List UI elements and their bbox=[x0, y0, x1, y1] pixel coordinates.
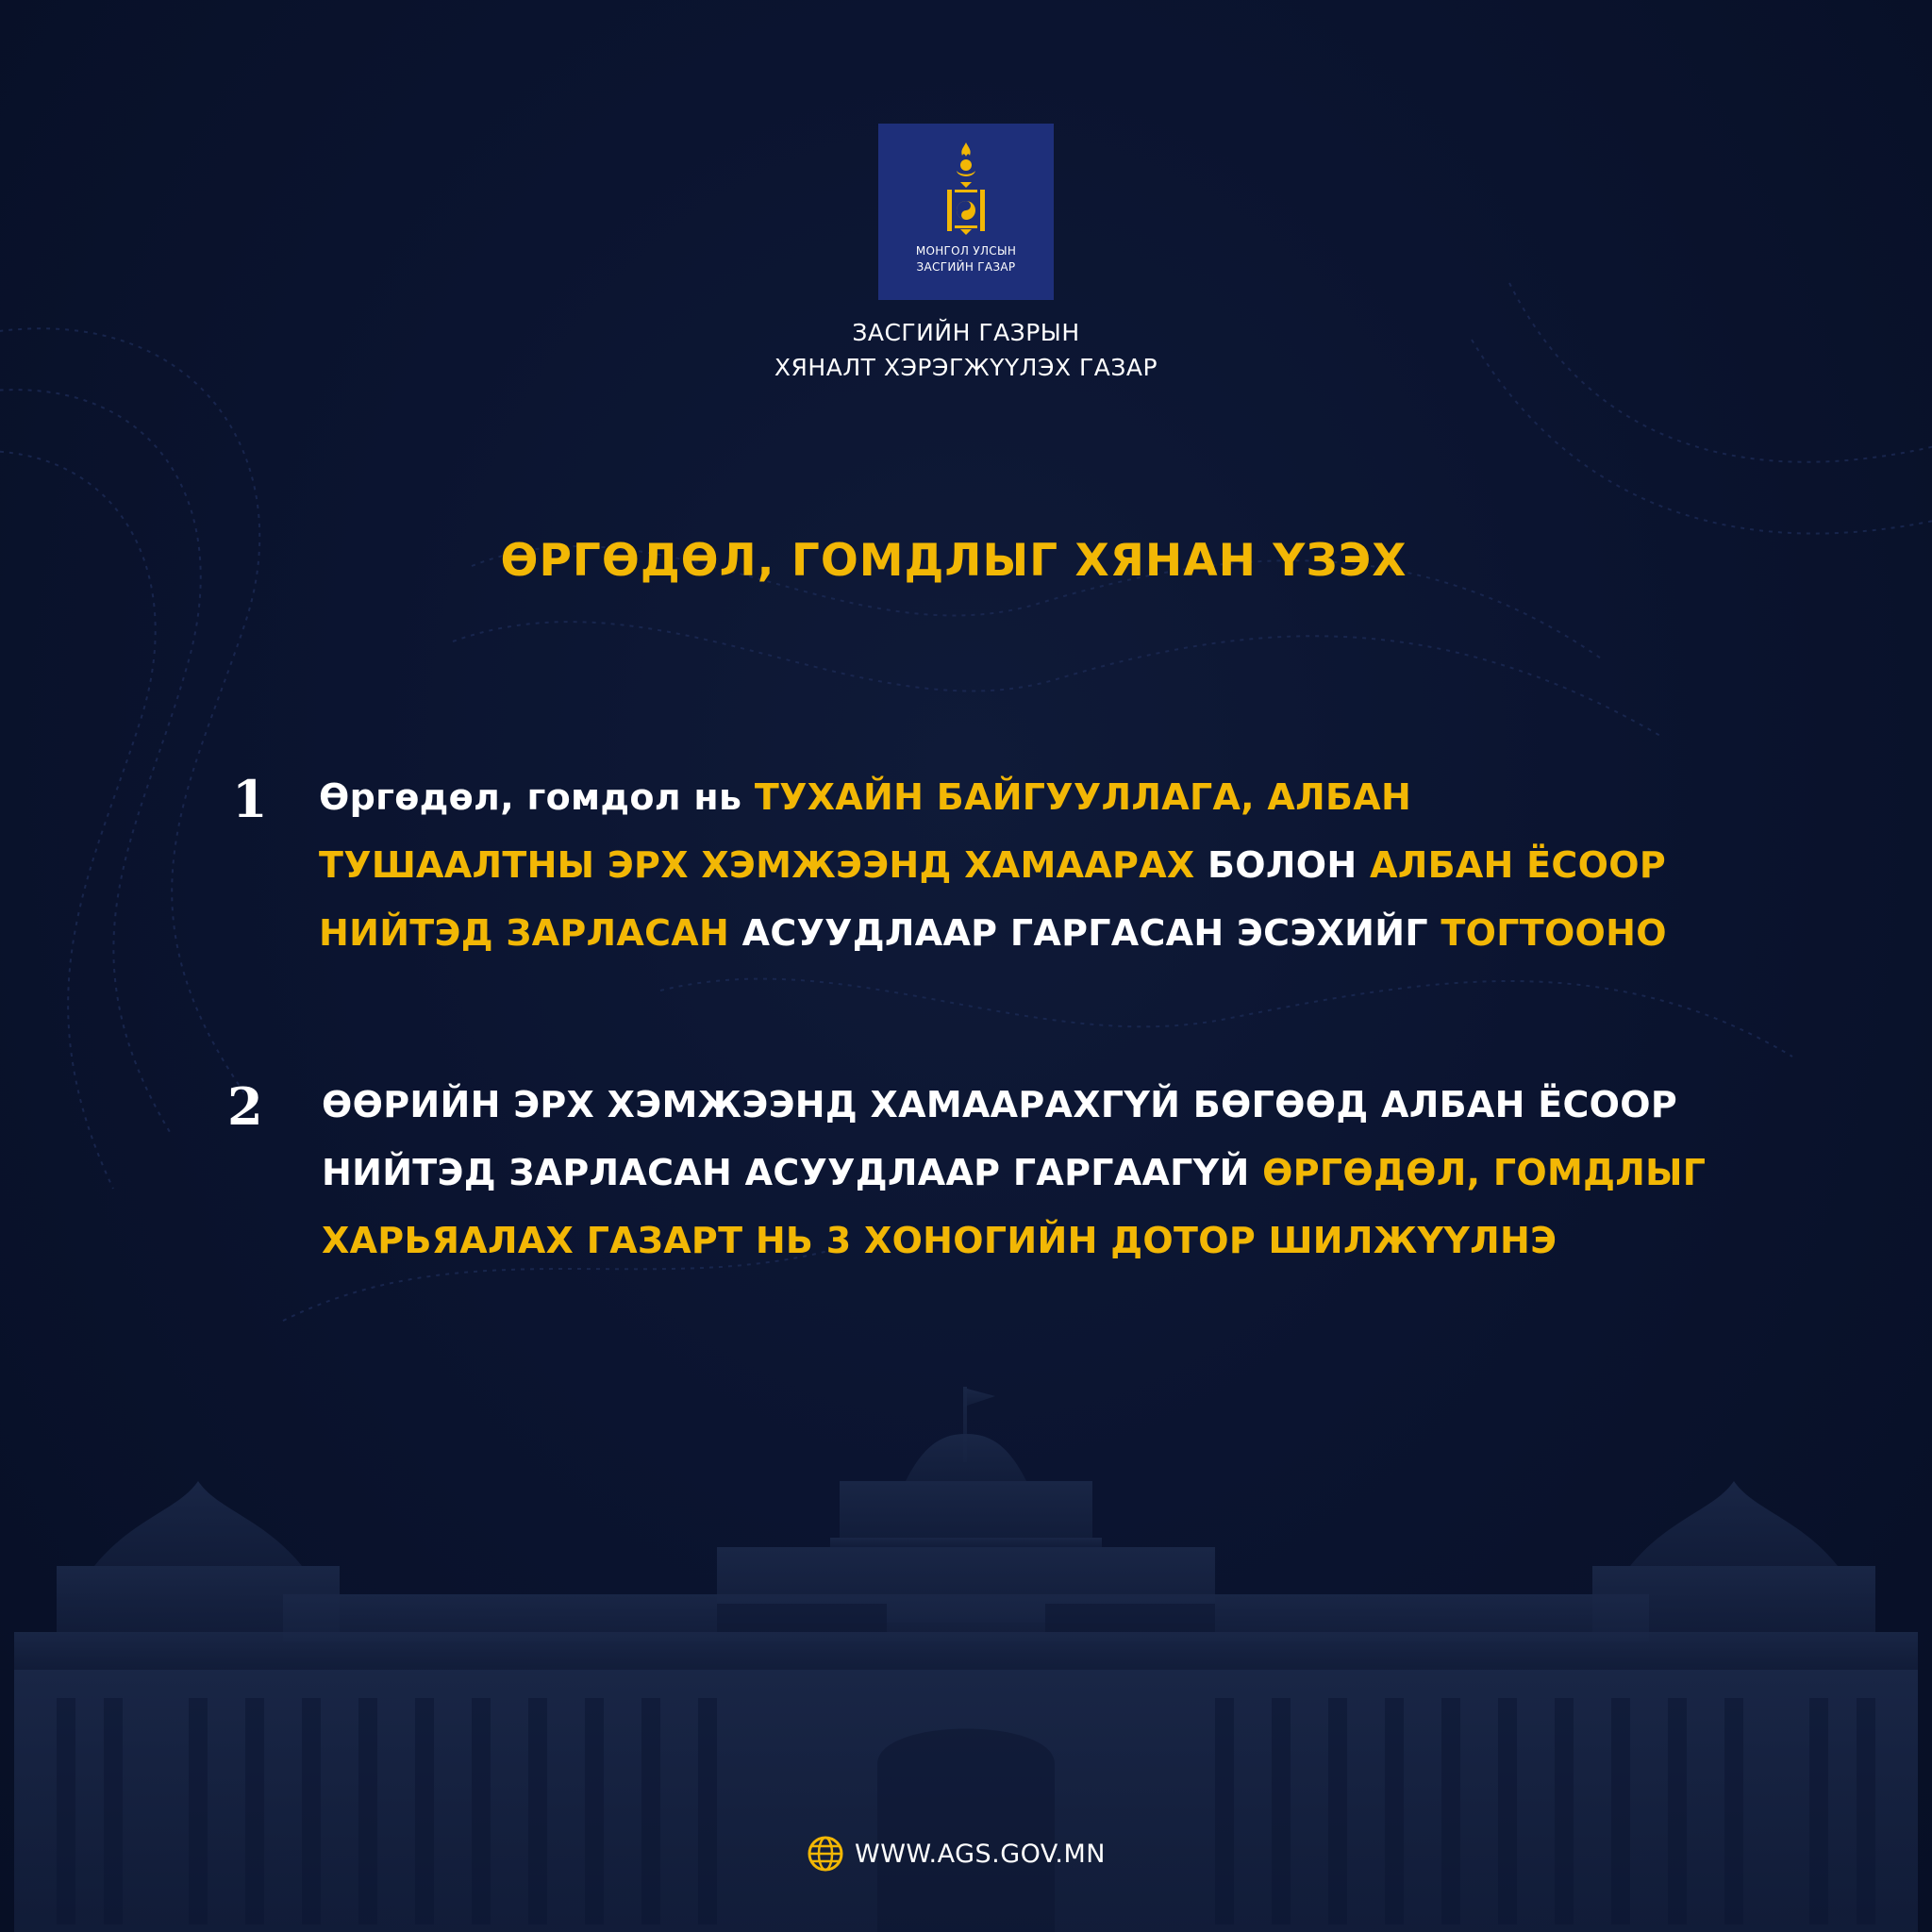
item-2-line-1-text-a: ӨӨРИЙН ЭРХ ХЭМЖЭЭНД ХАМААРАХГҮЙ БӨГӨӨД АЛБАН ЁСООР bbox=[322, 1084, 1678, 1125]
item-1-line-3-text-b: АСУУДЛААР ГАРГАСАН ЭСЭХИЙГ bbox=[729, 912, 1441, 954]
item-1-line-1-text-b: ТУХАЙН БАЙГУУЛЛАГА, АЛБАН bbox=[754, 776, 1412, 818]
item-2-line-2-text-b: ӨРГӨДӨЛ, ГОМДЛЫГ bbox=[1262, 1152, 1707, 1193]
item-1-line-3-text-c: ТОГТООНО bbox=[1441, 912, 1667, 954]
soyombo-emblem-icon bbox=[938, 142, 994, 244]
item-2-line-3-text-a: ХАРЬЯАЛАХ ГАЗАРТ НЬ 3 ХОНОГИЙН ДОТОР ШИЛЖҮҮЛНЭ bbox=[322, 1220, 1557, 1261]
item-2-line-3 bbox=[322, 1217, 1557, 1264]
item-1-line-2-text-a: ТУШААЛТНЫ ЭРХ ХЭМЖЭЭНД ХАМААРАХ bbox=[319, 844, 1195, 886]
item-1-line-3 bbox=[319, 909, 1667, 957]
logo-text-line2: ЗАСГИЙН ГАЗАР bbox=[916, 260, 1016, 274]
item-2-line-2-text-a: НИЙТЭД ЗАРЛАСАН АСУУДЛААР ГАРГААГҮЙ bbox=[322, 1152, 1263, 1193]
item-number-1: 1 bbox=[232, 769, 268, 829]
item-2-line-1 bbox=[322, 1081, 1677, 1128]
logo-text-line1: МОНГОЛ УЛСЫН bbox=[915, 244, 1017, 258]
item-2-line-2 bbox=[322, 1149, 1706, 1196]
item-1-line-2-text-b: БОЛОН bbox=[1194, 844, 1370, 886]
government-logo bbox=[878, 124, 1054, 300]
website-link[interactable] bbox=[808, 1835, 1106, 1873]
organization-name-line2: ХЯНАЛТ ХЭРЭГЖҮҮЛЭХ ГАЗАР bbox=[774, 354, 1158, 381]
item-1-line-1-text-a: Өргөдөл, гомдол нь bbox=[319, 776, 755, 818]
item-1-line-2-text-c: АЛБАН ЁСООР bbox=[1370, 844, 1666, 886]
item-1-line-3-text-a: НИЙТЭД ЗАРЛАСАН bbox=[319, 912, 730, 954]
globe-icon bbox=[808, 1836, 843, 1872]
item-1-line-1 bbox=[319, 774, 1411, 821]
page-title: ӨРГӨДӨЛ, ГОМДЛЫГ ХЯНАН ҮЗЭХ bbox=[500, 535, 1407, 587]
website-url[interactable]: WWW.AGS.GOV.MN bbox=[855, 1839, 1106, 1869]
item-1-line-2 bbox=[319, 841, 1666, 889]
item-number-2: 2 bbox=[227, 1076, 263, 1137]
organization-name-line1: ЗАСГИЙН ГАЗРЫН bbox=[852, 319, 1080, 346]
